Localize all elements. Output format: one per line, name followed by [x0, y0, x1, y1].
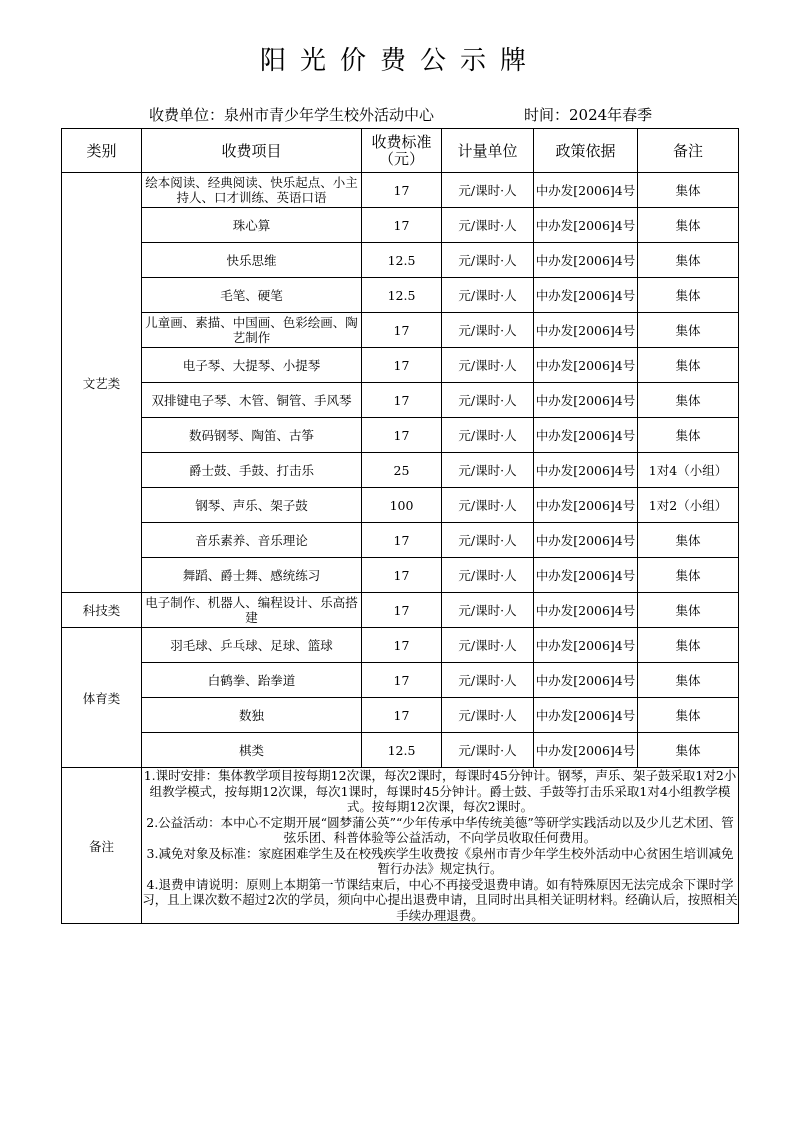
item-cell: 钢琴、声乐、架子鼓	[142, 488, 362, 523]
category-cell: 体育类	[62, 628, 142, 768]
table-row	[62, 488, 739, 523]
price-cell: 17	[362, 313, 442, 348]
remark-cell: 集体	[638, 313, 739, 348]
unit-cell: 元/课时·人	[442, 698, 534, 733]
item-cell: 绘本阅读、经典阅读、快乐起点、小主持人、口才训练、英语口语	[142, 173, 362, 208]
table-row	[62, 313, 739, 348]
unit-cell: 元/课时·人	[442, 383, 534, 418]
header-remark: 备注	[638, 129, 739, 173]
remark-cell: 集体	[638, 418, 739, 453]
table-row	[62, 418, 739, 453]
price-cell: 12.5	[362, 278, 442, 313]
item-cell: 电子琴、大提琴、小提琴	[142, 348, 362, 383]
price-cell: 17	[362, 698, 442, 733]
unit-cell: 元/课时·人	[442, 348, 534, 383]
unit-cell: 元/课时·人	[442, 558, 534, 593]
table-row	[62, 628, 739, 663]
note-item: 4.退费申请说明：原则上本期第一节课结束后，中心不再接受退费申请。如有特殊原因无法完成余下课时学习，且上课次数不超过2次的学员，须向中心提出退费申请，且同时出具相关证明材料。经确认后，按照相关手续办理退费。	[142, 876, 738, 923]
remark-cell: 1对4（小组）	[638, 453, 739, 488]
table-row	[62, 523, 739, 558]
fee-table	[61, 128, 739, 924]
unit-cell: 元/课时·人	[442, 733, 534, 768]
category-cell: 文艺类	[62, 173, 142, 593]
item-cell: 电子制作、机器人、编程设计、乐高搭建	[142, 593, 362, 628]
page-title: 阳光价费公示牌	[259, 46, 540, 76]
table-row	[62, 173, 739, 208]
table-row	[62, 733, 739, 768]
remark-cell: 集体	[638, 173, 739, 208]
item-cell: 珠心算	[142, 208, 362, 243]
item-cell: 舞蹈、爵士舞、感统练习	[142, 558, 362, 593]
remark-cell: 集体	[638, 243, 739, 278]
price-cell: 17	[362, 663, 442, 698]
price-cell: 17	[362, 593, 442, 628]
table-row	[62, 383, 739, 418]
item-cell: 快乐思维	[142, 243, 362, 278]
item-cell: 爵士鼓、手鼓、打击乐	[142, 453, 362, 488]
table-row	[62, 663, 739, 698]
remark-cell: 集体	[638, 628, 739, 663]
policy-cell: 中办发[2006]4号	[534, 418, 638, 453]
item-cell: 音乐素养、音乐理论	[142, 523, 362, 558]
header-category: 类别	[62, 129, 142, 173]
item-cell: 白鹤拳、跆拳道	[142, 663, 362, 698]
table-header-row	[62, 129, 739, 173]
item-cell: 羽毛球、乒乓球、足球、篮球	[142, 628, 362, 663]
remark-cell: 集体	[638, 278, 739, 313]
unit-cell: 元/课时·人	[442, 278, 534, 313]
item-cell: 双排键电子琴、木管、铜管、手风琴	[142, 383, 362, 418]
fee-unit-label: 收费单位：泉州市青少年学生校外活动中心	[149, 106, 435, 124]
policy-cell: 中办发[2006]4号	[534, 558, 638, 593]
price-cell: 17	[362, 348, 442, 383]
time-label: 时间：2024年春季	[524, 106, 653, 124]
price-cell: 17	[362, 523, 442, 558]
unit-cell: 元/课时·人	[442, 453, 534, 488]
header-item: 收费项目	[142, 129, 362, 173]
price-cell: 17	[362, 173, 442, 208]
header-unit: 计量单位	[442, 129, 534, 173]
remark-cell: 集体	[638, 698, 739, 733]
table-row	[62, 593, 739, 628]
policy-cell: 中办发[2006]4号	[534, 628, 638, 663]
category-cell: 科技类	[62, 593, 142, 628]
remark-cell: 集体	[638, 733, 739, 768]
policy-cell: 中办发[2006]4号	[534, 698, 638, 733]
header-price: 收费标准（元）	[362, 129, 442, 173]
policy-cell: 中办发[2006]4号	[534, 733, 638, 768]
policy-cell: 中办发[2006]4号	[534, 488, 638, 523]
policy-cell: 中办发[2006]4号	[534, 278, 638, 313]
table-row	[62, 348, 739, 383]
policy-cell: 中办发[2006]4号	[534, 663, 638, 698]
note-item: 1.课时安排：集体教学项目按每期12次课，每次2课时，每课时45分钟计。钢琴，声乐、架子鼓采取1对2小组教学模式，按每期12次课，每次1课时，每课时45分钟计。爵士鼓、手鼓等打击乐采取1对4小组教学模式。按每期12次课，每次2课时。	[143, 768, 737, 814]
price-cell: 17	[362, 628, 442, 663]
price-cell: 12.5	[362, 733, 442, 768]
notes-row	[62, 768, 739, 924]
price-cell: 100	[362, 488, 442, 523]
policy-cell: 中办发[2006]4号	[534, 593, 638, 628]
policy-cell: 中办发[2006]4号	[534, 383, 638, 418]
price-cell: 17	[362, 418, 442, 453]
unit-cell: 元/课时·人	[442, 313, 534, 348]
policy-cell: 中办发[2006]4号	[534, 243, 638, 278]
price-cell: 17	[362, 558, 442, 593]
unit-cell: 元/课时·人	[442, 418, 534, 453]
item-cell: 毛笔、硬笔	[142, 278, 362, 313]
remark-cell: 集体	[638, 523, 739, 558]
notes-label: 备注	[62, 768, 142, 924]
policy-cell: 中办发[2006]4号	[534, 173, 638, 208]
item-cell: 儿童画、素描、中国画、色彩绘画、陶艺制作	[142, 313, 362, 348]
price-cell: 25	[362, 453, 442, 488]
unit-cell: 元/课时·人	[442, 488, 534, 523]
remark-cell: 集体	[638, 593, 739, 628]
item-cell: 数码钢琴、陶笛、古筝	[142, 418, 362, 453]
remark-cell: 集体	[638, 558, 739, 593]
unit-cell: 元/课时·人	[442, 208, 534, 243]
policy-cell: 中办发[2006]4号	[534, 208, 638, 243]
table-row	[62, 453, 739, 488]
policy-cell: 中办发[2006]4号	[534, 523, 638, 558]
remark-cell: 集体	[638, 208, 739, 243]
table-row	[62, 278, 739, 313]
remark-cell: 集体	[638, 348, 739, 383]
table-row	[62, 698, 739, 733]
remark-cell: 集体	[638, 383, 739, 418]
policy-cell: 中办发[2006]4号	[534, 348, 638, 383]
unit-cell: 元/课时·人	[442, 523, 534, 558]
price-cell: 17	[362, 208, 442, 243]
unit-cell: 元/课时·人	[442, 593, 534, 628]
policy-cell: 中办发[2006]4号	[534, 313, 638, 348]
price-cell: 17	[362, 383, 442, 418]
unit-cell: 元/课时·人	[442, 628, 534, 663]
policy-cell: 中办发[2006]4号	[534, 453, 638, 488]
item-cell: 棋类	[142, 733, 362, 768]
table-row	[62, 243, 739, 278]
notes-content	[142, 768, 739, 924]
table-row	[62, 208, 739, 243]
item-cell: 数独	[142, 698, 362, 733]
remark-cell: 集体	[638, 663, 739, 698]
note-item: 3.减免对象及标准：家庭困难学生及在校残疾学生收费按《泉州市青少年学生校外活动中心贫困生培训减免暂行办法》规定执行。	[146, 845, 734, 876]
header-policy: 政策依据	[534, 129, 638, 173]
unit-cell: 元/课时·人	[442, 663, 534, 698]
unit-cell: 元/课时·人	[442, 243, 534, 278]
table-row	[62, 558, 739, 593]
price-cell: 12.5	[362, 243, 442, 278]
unit-cell: 元/课时·人	[442, 173, 534, 208]
note-item: 2.公益活动：本中心不定期开展“圆梦蒲公英”“少年传承中华传统美德”等研学实践活动以及少儿艺术团、管弦乐团、科普体验等公益活动，不向学员收取任何费用。	[146, 814, 734, 845]
remark-cell: 1对2（小组）	[638, 488, 739, 523]
